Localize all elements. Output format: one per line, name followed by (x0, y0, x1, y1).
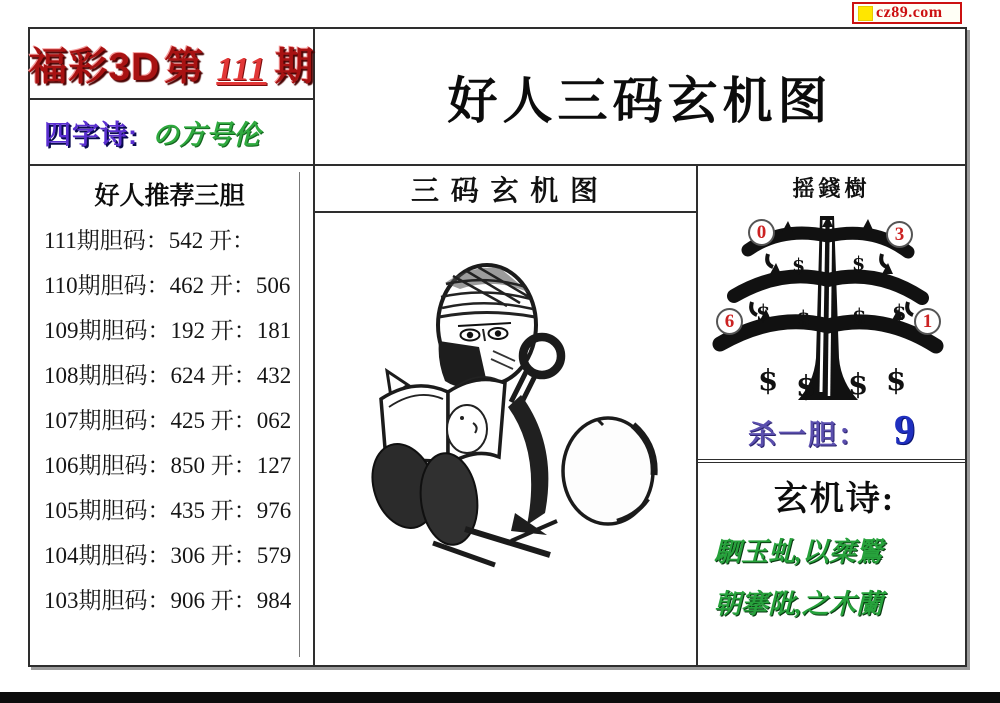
issue-suffix: 期 (274, 45, 315, 89)
mystery-poem-cell (698, 463, 965, 665)
issue-number: 111 (216, 50, 267, 88)
mystery-poem-line: 朝搴阰,之木蘭 (714, 589, 883, 619)
bottom-black-bar (0, 692, 1000, 703)
tree-number-top-left: 0 (748, 219, 775, 246)
money-tree-title: 摇錢樹 (792, 176, 871, 201)
masked-figure-sketch-illustration (315, 213, 696, 660)
svg-text:$: $ (796, 306, 811, 331)
right-column (698, 166, 965, 665)
issue-prefix: 福彩3D (28, 45, 161, 89)
mystery-poem-lines (714, 526, 955, 630)
svg-text:$: $ (796, 369, 817, 403)
svg-text:$: $ (758, 363, 779, 397)
svg-text:$: $ (848, 367, 869, 401)
prediction-rows (44, 218, 295, 623)
four-char-poem-cell (30, 100, 313, 166)
svg-text:$: $ (756, 300, 771, 325)
main-board (28, 27, 967, 667)
prediction-row: 109期胆码：192 开：181 (44, 318, 292, 343)
prediction-row: 110期胆码：462 开：506 (44, 273, 291, 298)
issue-header-cell (30, 29, 313, 100)
tree-number-bottom-right: 1 (914, 308, 941, 335)
prediction-row: 111期胆码：542 开： (44, 228, 256, 253)
tree-number-bottom-left: 6 (716, 308, 743, 335)
tree-number-top-right: 3 (886, 221, 913, 248)
main-title-row (315, 29, 965, 166)
sketch-panel-title: 三 码 玄 机 图 (315, 166, 696, 213)
sketch-panel (315, 166, 698, 665)
four-char-poem-label: 四字诗: (44, 119, 138, 150)
kill-one-row (698, 407, 965, 455)
prediction-row: 107期胆码：425 开：062 (44, 408, 292, 433)
prediction-row: 103期胆码：906 开：984 (44, 588, 292, 613)
prediction-row: 108期胆码：624 开：432 (44, 363, 292, 388)
badge-square-icon (858, 6, 873, 21)
badge-text: cz89.com (876, 4, 943, 21)
prediction-row: 106期胆码：850 开：127 (44, 453, 292, 478)
main-body (315, 166, 965, 665)
sketch-area (315, 213, 696, 665)
svg-text:$: $ (852, 253, 866, 275)
site-badge[interactable] (852, 2, 962, 24)
svg-text:$: $ (892, 300, 907, 325)
page-title: 好人三码玄机图 (447, 72, 833, 129)
kill-one-value: 9 (894, 408, 915, 454)
kill-one-label: 杀一胆： (747, 419, 868, 450)
left-column (30, 29, 315, 665)
svg-text:$: $ (852, 304, 867, 329)
prediction-row: 105期胆码：435 开：976 (44, 498, 292, 523)
svg-text:$: $ (886, 363, 907, 397)
issue-di: 第 (164, 45, 205, 89)
mystery-poem-line: 駟玉虬,以椉鷖 (714, 537, 883, 567)
svg-text:$: $ (792, 255, 806, 277)
mystery-poem-title: 玄机诗: (773, 481, 896, 518)
center-right-block (315, 29, 965, 665)
prediction-row: 104期胆码：306 开：579 (44, 543, 292, 568)
four-char-poem-text: の方号伦 (152, 119, 260, 150)
issue-title (28, 36, 314, 92)
recommend-list-cell (30, 166, 313, 665)
money-tree-cell (698, 166, 965, 463)
recommend-title: 好人推荐三胆 (94, 182, 245, 210)
